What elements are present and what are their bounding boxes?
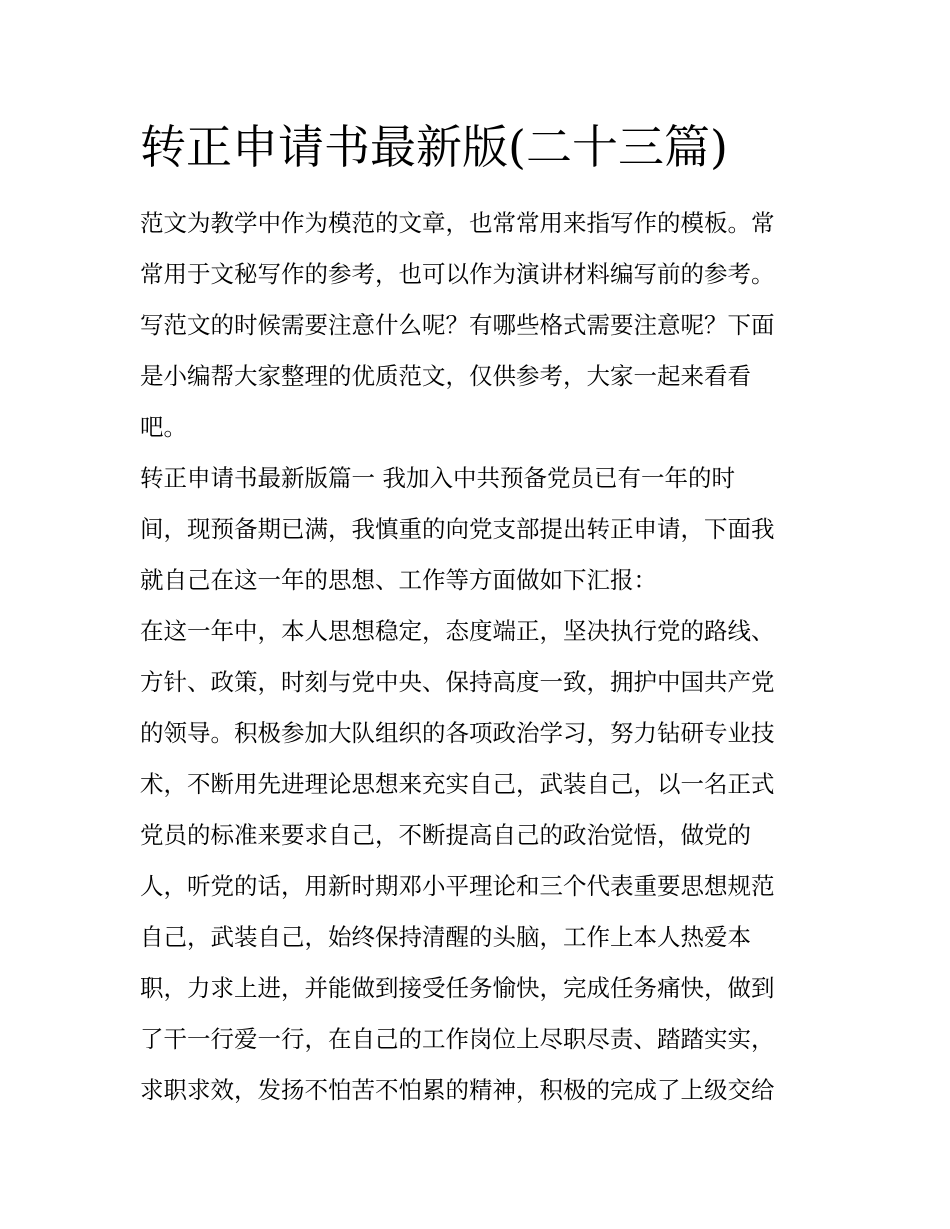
text-line-16: 职，力求上进，并能做到接受任务愉快，完成任务痛快，做到 bbox=[140, 974, 775, 1002]
text-line-15: 自己，武装自己，始终保持清醒的头脑，工作上本人热爱本 bbox=[140, 923, 751, 951]
text-line-12: 术，不断用先进理论思想来充实自己，武装自己，以一名正式 bbox=[140, 770, 775, 798]
text-line-4: 是小编帮大家整理的优质范文，仅供参考，大家一起来看看 bbox=[140, 362, 751, 390]
text-line-8: 就自己在这一年的思想、工作等方面做如下汇报： bbox=[140, 566, 657, 594]
text-line-7: 间，现预备期已满，我慎重的向党支部提出转正申请，下面我 bbox=[140, 515, 775, 543]
text-line-9: 在这一年中，本人思想稳定，态度端正，坚决执行党的路线、 bbox=[140, 617, 775, 645]
text-line-18: 求职求效，发扬不怕苦不怕累的精神，积极的完成了上级交给 bbox=[140, 1076, 775, 1104]
text-line-2: 常用于文秘写作的参考，也可以作为演讲材料编写前的参考。 bbox=[140, 260, 775, 288]
document-body bbox=[140, 198, 830, 1116]
text-line-1: 范文为教学中作为模范的文章，也常常用来指写作的模板。常 bbox=[140, 209, 775, 237]
text-line-10: 方针、政策，时刻与党中央、保持高度一致，拥护中国共产党 bbox=[140, 668, 775, 696]
text-line-17: 了干一行爱一行，在自己的工作岗位上尽职尽责、踏踏实实， bbox=[140, 1025, 775, 1053]
text-line-11: 的领导。积极参加大队组织的各项政治学习，努力钻研专业技 bbox=[140, 719, 775, 747]
text-line-3: 写范文的时候需要注意什么呢？有哪些格式需要注意呢？下面 bbox=[140, 311, 775, 339]
text-line-13: 党员的标准来要求自己，不断提高自己的政治觉悟，做党的 bbox=[140, 821, 751, 849]
text-line-14: 人，听党的话，用新时期邓小平理论和三个代表重要思想规范 bbox=[140, 872, 775, 900]
text-line-5: 吧。 bbox=[140, 413, 187, 441]
document-title: 转正申请书最新版(二十三篇) bbox=[140, 120, 728, 174]
text-line-6: 转正申请书最新版篇一 我加入中共预备党员已有一年的时 bbox=[140, 464, 735, 492]
